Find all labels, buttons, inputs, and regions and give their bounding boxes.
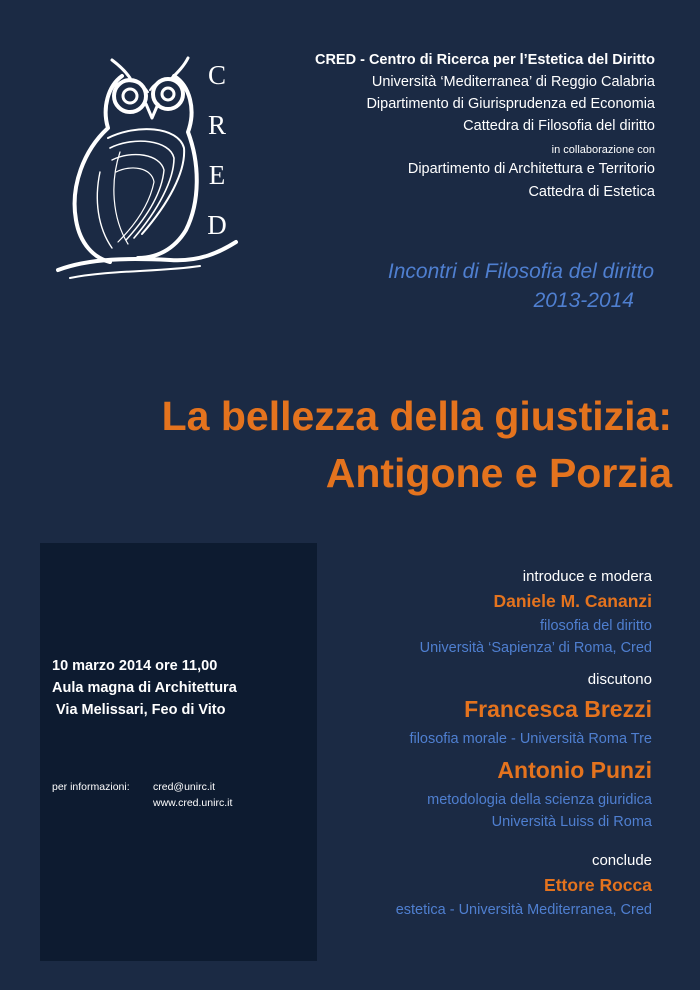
program <box>292 565 652 921</box>
series-name: Incontri di Filosofia del diritto <box>387 260 654 283</box>
contact-email[interactable]: cred@unirc.it <box>153 781 216 793</box>
closer-name: Ettore Rocca <box>544 875 652 895</box>
event-address: Via Melissari, Feo di Vito <box>56 702 226 718</box>
event-date: 10 marzo 2014 ore 11,00 <box>52 658 218 674</box>
event-details <box>52 655 237 721</box>
speaker2-university: Università Luiss di Roma <box>491 814 652 830</box>
moderator-field: filosofia del diritto <box>539 618 652 634</box>
logo-letter-c: C <box>207 60 226 90</box>
series-years: 2013-2014 <box>533 289 634 312</box>
university: Università ‘Mediterranea’ di Reggio Calabria <box>371 74 655 90</box>
logo-letter-d: D <box>207 210 227 240</box>
speaker2-name: Antonio Punzi <box>497 757 652 783</box>
title-line-2: Antigone e Porzia <box>325 450 672 496</box>
contact-info <box>52 779 232 811</box>
event-title <box>0 388 672 502</box>
logo-letter-r: R <box>207 110 226 140</box>
chair: Cattedra di Filosofia del diritto <box>463 118 655 134</box>
speaker1-affiliation: filosofia morale - Università Roma Tre <box>409 731 652 747</box>
contact-website[interactable]: www.cred.unirc.it <box>153 797 233 809</box>
info-box <box>40 543 317 961</box>
organizer-header <box>235 49 655 204</box>
contact-label: per informazioni: <box>52 781 130 793</box>
speaker1-name: Francesca Brezzi <box>464 696 652 722</box>
speaker2-field: metodologia della scienza giuridica <box>427 792 652 808</box>
intro-role: introduce e modera <box>522 568 652 585</box>
collab-department: Dipartimento di Architettura e Territorio <box>407 161 655 177</box>
series-title <box>388 257 654 315</box>
logo-letter-e: E <box>208 160 226 190</box>
moderator-name: Daniele M. Cananzi <box>493 591 652 611</box>
conclude-role: conclude <box>591 852 652 869</box>
title-line-1: La bellezza della giustizia: <box>161 393 672 439</box>
moderator-university: Università ‘Sapienza’ di Roma, Cred <box>419 640 652 656</box>
closer-affiliation: estetica - Università Mediterranea, Cred <box>395 902 652 918</box>
collab-chair: Cattedra di Estetica <box>528 184 655 200</box>
collab-label: in collaborazione con <box>551 144 655 156</box>
department: Dipartimento di Giurisprudenza ed Economia <box>366 96 655 112</box>
organizer-name: CRED - Centro di Ricerca per l’Estetica del Diritto <box>314 52 655 68</box>
discuss-role: discutono <box>587 671 652 688</box>
event-venue: Aula magna di Architettura <box>52 680 237 696</box>
